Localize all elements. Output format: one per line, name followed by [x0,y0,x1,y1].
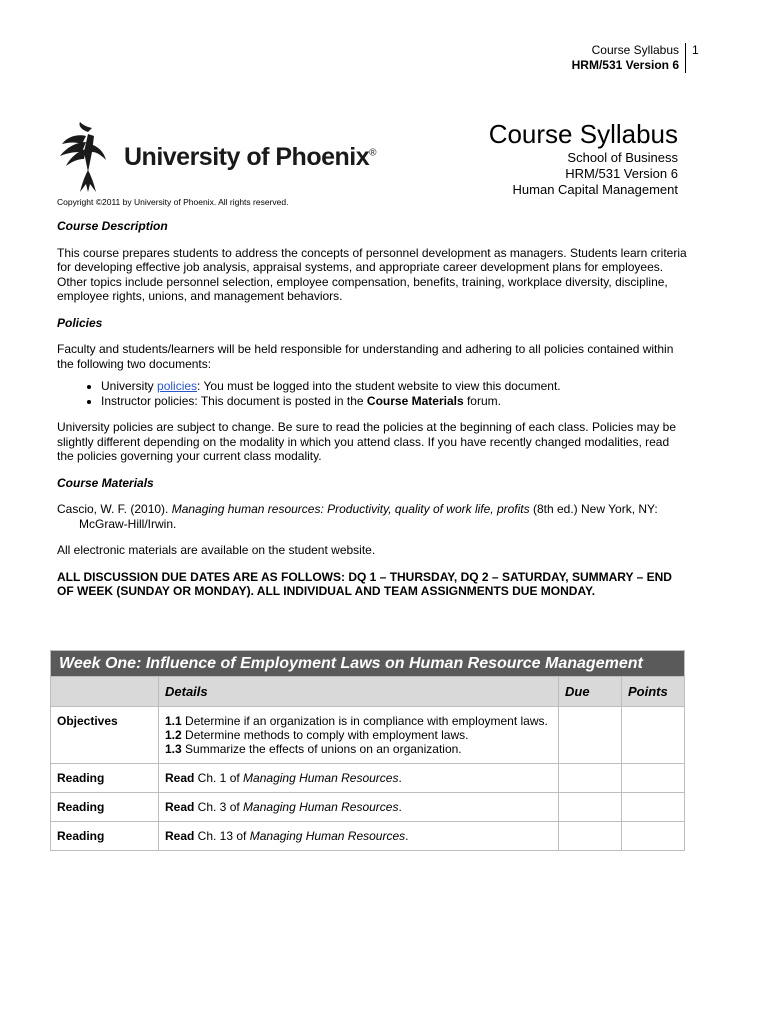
week-one-table [50,650,685,851]
syllabus-title-block [489,118,678,198]
due-cell [559,793,622,822]
main-content [57,219,687,611]
points-cell [622,822,685,851]
due-cell [559,764,622,793]
page-number: 1 [692,43,699,57]
table-row [51,822,685,851]
policies-note: University policies are subject to change. Be sure to read the policies at the beginning of each class. Policies may be slightly different depending on the modality in which you attend class. If you have recently changed modalities, read the policies governing your current class modality. [57,420,677,463]
course-version: HRM/531 Version 6 [565,166,678,181]
textbook-title: Managing human resources: Productivity, quality of work life, profits [171,502,530,516]
textbook-citation: Cascio, W. F. (2010). Managing human resources: Productivity, quality of work life, profits (8th ed.) New York, NY: McGraw-Hill/Irwin. [57,502,658,531]
due-cell [559,822,622,851]
reading-details: Read Ch. 13 of Managing Human Resources. [159,822,559,851]
course-description-text: This course prepares students to address the concepts of personnel development as managers. Students learn criteria for developing effective job analysis, appraisal systems, and appropriate career development plans for employees. Other topics include personnel selection, employee compensation, benefits, training, workplace diversity, discipline, employee rights, unions, and management behaviors. [57,245,687,303]
header-course: HRM/531 Version 6 [571,58,679,72]
objectives-details [159,707,559,764]
phoenix-bird-icon [58,122,118,192]
course-subject: Human Capital Management [512,182,678,197]
points-cell [622,793,685,822]
column-header-blank [51,677,159,707]
reading-label: Reading [51,764,159,793]
policies-heading: Policies [57,315,103,330]
registered-mark: ® [369,147,376,159]
objective-item: 1.1 Determine if an organization is in compliance with employment laws. [165,714,548,728]
table-row [51,707,685,764]
table-row [51,764,685,793]
course-materials-heading: Course Materials [57,475,154,490]
table-row [51,793,685,822]
list-item: • University policies: You must be logged into the student website to view this document. [101,379,687,394]
week-one-title: Week One: Influence of Employment Laws on Human Resource Management [51,651,685,677]
due-cell [559,707,622,764]
column-header-details: Details [159,677,559,707]
column-header-due: Due [559,677,622,707]
running-header [572,43,698,73]
page-title: Course Syllabus [488,119,678,149]
reading-details: Read Ch. 1 of Managing Human Resources. [159,764,559,793]
school-name: School of Business [567,150,678,165]
points-cell [622,764,685,793]
course-materials-bold: Course Materials [366,393,464,408]
university-logo [58,122,376,192]
list-item: • Instructor policies: This document is posted in the Course Materials forum. [101,394,687,409]
policies-list [57,379,687,408]
column-header-points: Points [622,677,685,707]
course-description-heading: Course Description [57,219,168,233]
reading-label: Reading [51,793,159,822]
points-cell [622,707,685,764]
electronic-materials-note: All electronic materials are available on the student website. [57,543,376,557]
header-title: Course Syllabus [591,43,679,57]
reading-label: Reading [51,822,159,851]
objectives-label: Objectives [51,707,159,764]
running-header-text [572,43,686,73]
reading-details: Read Ch. 3 of Managing Human Resources. [159,793,559,822]
due-dates-notice: ALL DISCUSSION DUE DATES ARE AS FOLLOWS: DQ 1 – THURSDAY, DQ 2 – SATURDAY, SUMMARY – END OF WEEK (SUNDAY OR MONDAY). ALL INDIVIDUAL AND TEAM ASSIGNMENTS DUE MONDAY. [57,569,672,598]
objective-item: 1.3 Summarize the effects of unions on an organization. [165,742,462,756]
policies-intro: Faculty and students/learners will be held responsible for understanding and adhering to all policies contained within the following two documents: [57,342,674,371]
policies-link[interactable]: policies [157,379,198,393]
running-header-row [572,43,698,73]
university-name: University of Phoenix® [124,142,376,171]
objective-item: 1.2 Determine methods to comply with employment laws. [165,728,469,742]
copyright-notice: Copyright ©2011 by University of Phoenix. All rights reserved. [57,197,289,207]
